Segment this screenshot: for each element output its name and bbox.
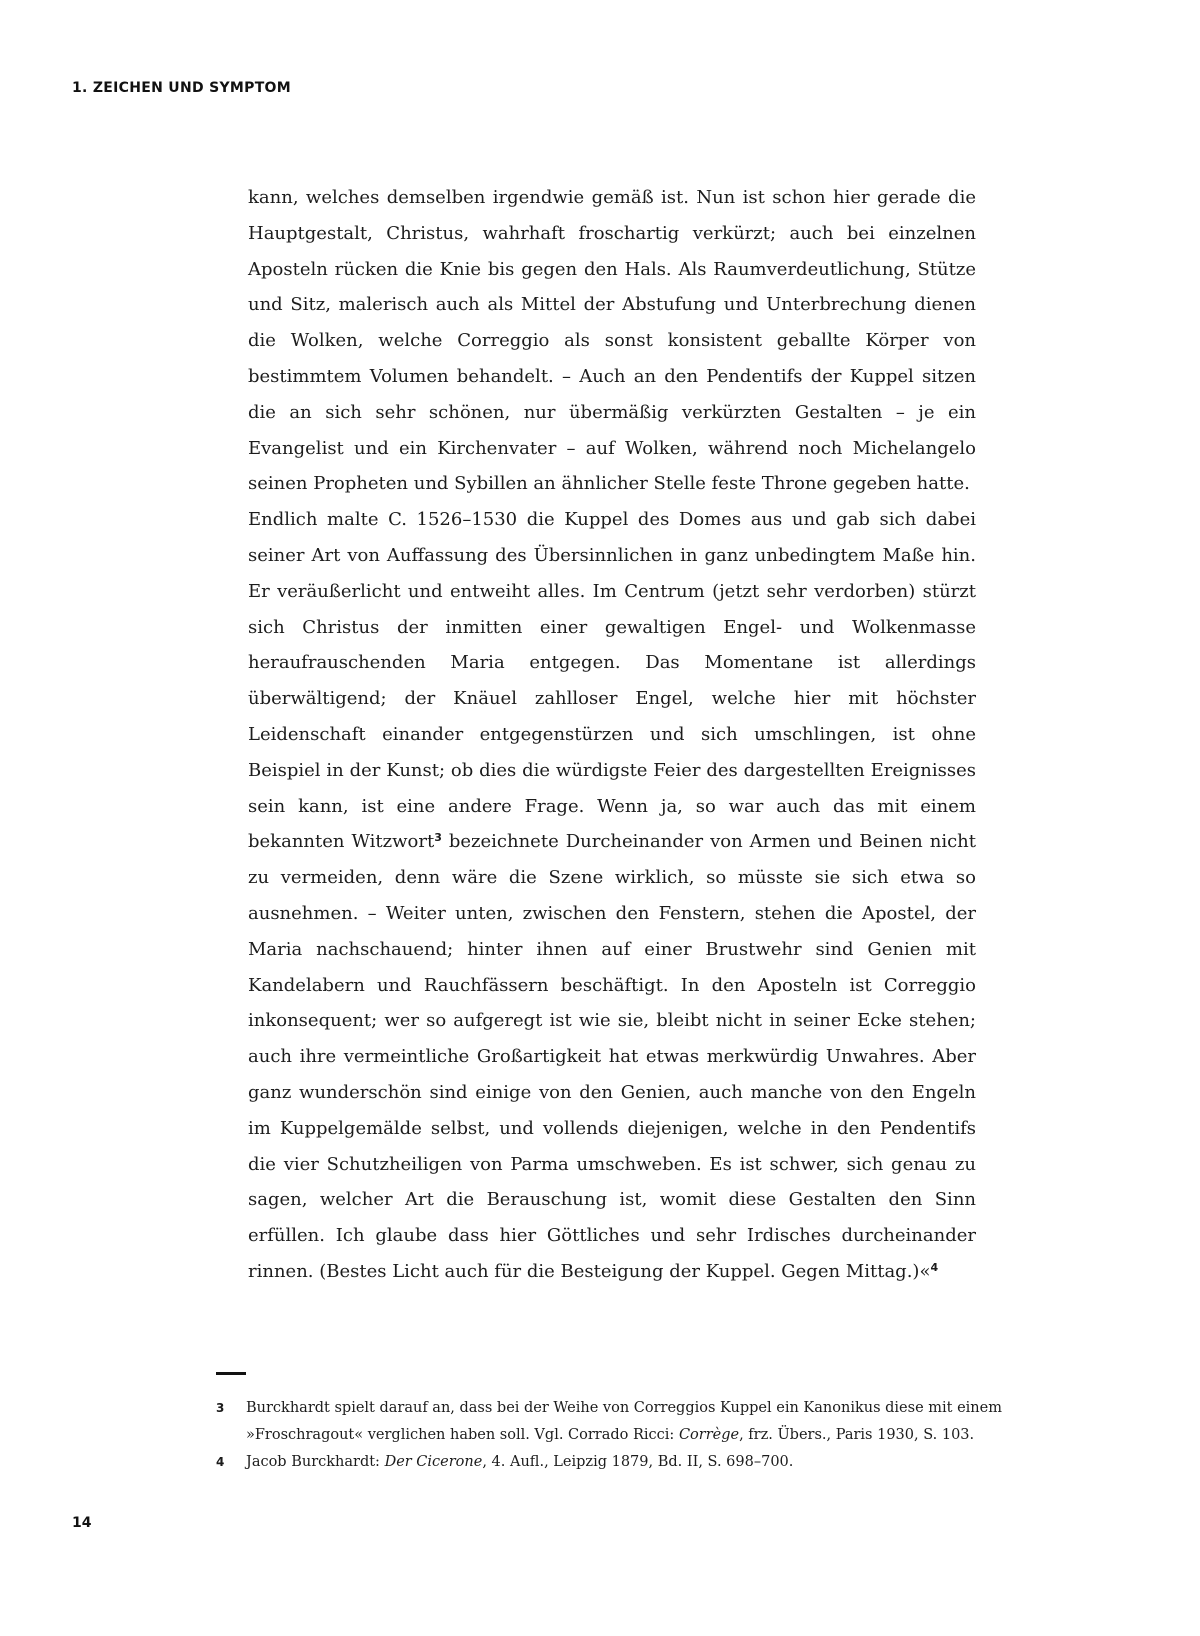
paragraph	[248, 502, 976, 1290]
paragraph-text: bezeichnete Durcheinander von Armen und Beinen nicht zu vermeiden, denn wäre die Szene wirklich, so müsste sie sich etwa so ausnehmen. – Weiter unten, zwischen den Fenstern, stehen die Apostel, der Maria nachschauend; hinter ihnen auf einer Brustwehr sind Genien mit Kandelabern und Rauchfässern beschäftigt. In den Aposteln ist Correggio inkonsequent; wer so aufgeregt ist wie sie, bleibt nicht in seiner Ecke stehen; auch ihre vermeintliche Großartigkeit hat etwas merkwürdig Unwahres. Aber ganz wunderschön sind einige von den Genien, auch manche von den Engeln im Kuppelgemälde selbst, und vollends diejenigen, welche in den Pendentifs die vier Schutzheiligen von Parma umschweben. Es ist schwer, sich genau zu sagen, welcher Art die Berauschung ist, womit diese Gestalten den Sinn erfüllen. Ich glaube dass hier Göttliches und sehr Irdisches durcheinander rinnen. (Bestes Licht auch für die Besteigung der Kuppel. Gegen Mittag.)«	[248, 831, 976, 1282]
footnote-text: Burckhardt spielt darauf an, dass bei der Weihe von Correggios Kuppel ein Kanonikus diese mit einem »Froschragout« verglichen haben soll. Vgl. Corrado Ricci:	[246, 1400, 1002, 1443]
footnote-title: Corrège	[678, 1427, 740, 1443]
paragraph-text: kann, welches demselben irgendwie gemäß ist. Nun ist schon hier gerade die Hauptgestalt, Christus, wahrhaft froschartig verkürzt; auch bei einzelnen Aposteln rücken die Knie bis gegen den Hals. Als Raumverdeutlichung, Stütze und Sitz, malerisch auch als Mittel der Abstufung und Unterbrechung dienen die Wolken, welche Correggio als sonst konsistent geballte Körper von bestimmtem Volumen behandelt. – Auch an den Pendentifs der Kuppel sitzen die an sich sehr schönen, nur übermäßig verkürzten Gestalten – je ein Evangelist und ein Kirchenvater – auf Wolken, während noch Michelangelo seinen Propheten und Sybillen an ähnlicher Stelle feste Throne gegeben hatte.	[248, 187, 976, 495]
paragraph	[248, 180, 976, 502]
paragraph-text: Endlich malte C. 1526–1530 die Kuppel des Domes aus und gab sich dabei seiner Art von Auffassung des Übersinnlichen in ganz unbedingtem Maße hin. Er veräußerlicht und entweiht alles. Im Centrum (jetzt sehr verdorben) stürzt sich Christus der inmitten einer gewaltigen Engel- und Wolkenmasse heraufrauschenden Maria entgegen. Das Momentane ist allerdings überwältigend; der Knäuel zahlloser Engel, welche hier mit höchster Leidenschaft einander entgegenstürzen und sich umschlingen, ist ohne Beispiel in der Kunst; ob dies die würdigste Feier des dargestellten Ereignisses sein kann, ist eine andere Frage. Wenn ja, so war auch das mit einem bekannten Witzwort	[248, 509, 976, 853]
footnote-title: Der Cicerone	[384, 1454, 483, 1470]
page-number: 14	[72, 1515, 92, 1531]
footnote	[216, 1449, 1016, 1476]
footnote-text: , 4. Aufl., Leipzig 1879, Bd. II, S. 698–700.	[482, 1454, 794, 1470]
footnotes	[216, 1395, 1016, 1476]
footnote-number: 4	[216, 1455, 225, 1469]
footnote-reference[interactable]: 3	[434, 831, 442, 845]
footnote-reference[interactable]: 4	[930, 1260, 939, 1274]
footnote-text: , frz. Übers., Paris 1930, S. 103.	[739, 1427, 975, 1443]
footnote	[216, 1395, 1016, 1449]
running-header: 1. ZEICHEN UND SYMPTOM	[72, 80, 291, 96]
footnote-text: Jacob Burckhardt:	[246, 1454, 385, 1470]
footnote-number: 3	[216, 1401, 225, 1415]
body-text	[248, 180, 976, 1290]
footnote-separator	[216, 1372, 246, 1375]
